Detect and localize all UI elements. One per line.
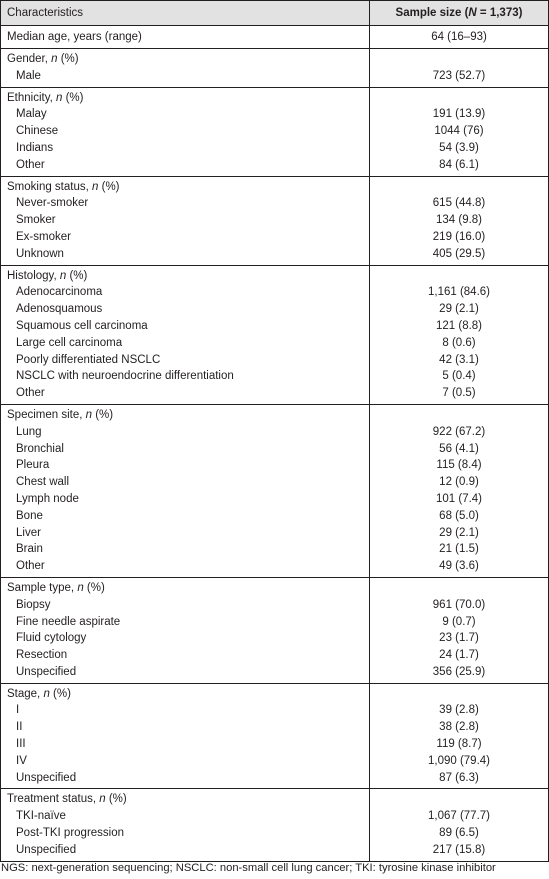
row-value: 356 (25.9) <box>370 664 549 683</box>
table-row <box>1 265 549 284</box>
table-row <box>1 683 549 702</box>
row-label: Liver <box>1 525 370 542</box>
row-value: 121 (8.8) <box>370 318 549 335</box>
row-value <box>370 683 549 702</box>
table-row <box>1 335 549 352</box>
row-label: Unspecified <box>1 770 370 789</box>
row-value: 615 (44.8) <box>370 195 549 212</box>
row-value: 42 (3.1) <box>370 352 549 369</box>
section-label: Histology, n (%) <box>1 265 370 284</box>
row-value: 39 (2.8) <box>370 702 549 719</box>
table-row <box>1 385 549 404</box>
row-label: Fine needle aspirate <box>1 614 370 631</box>
table-row <box>1 195 549 212</box>
row-value: 219 (16.0) <box>370 229 549 246</box>
table-row <box>1 597 549 614</box>
table-row <box>1 753 549 770</box>
row-value <box>370 789 549 808</box>
row-label: II <box>1 719 370 736</box>
table-body <box>1 26 549 862</box>
row-label: Unspecified <box>1 664 370 683</box>
table-header-row <box>1 1 549 26</box>
table-row <box>1 474 549 491</box>
table-row <box>1 68 549 87</box>
table-row <box>1 176 549 195</box>
row-label: Bone <box>1 508 370 525</box>
table-row <box>1 842 549 861</box>
table-row <box>1 719 549 736</box>
row-value <box>370 176 549 195</box>
row-value: 8 (0.6) <box>370 335 549 352</box>
section-label: Stage, n (%) <box>1 683 370 702</box>
row-label: Indians <box>1 140 370 157</box>
row-label: Male <box>1 68 370 87</box>
section-label: Treatment status, n (%) <box>1 789 370 808</box>
section-label: Ethnicity, n (%) <box>1 87 370 106</box>
table-row <box>1 246 549 265</box>
row-label: Other <box>1 558 370 577</box>
table-row <box>1 558 549 577</box>
row-value: 24 (1.7) <box>370 647 549 664</box>
row-label: Ex-smoker <box>1 229 370 246</box>
row-value: 1,090 (79.4) <box>370 753 549 770</box>
table-row <box>1 49 549 68</box>
row-value: 89 (6.5) <box>370 825 549 842</box>
row-label: Pleura <box>1 457 370 474</box>
row-label: Brain <box>1 541 370 558</box>
table-row <box>1 441 549 458</box>
row-label: Biopsy <box>1 597 370 614</box>
row-label: NSCLC with neuroendocrine differentiation <box>1 368 370 385</box>
row-value: 29 (2.1) <box>370 301 549 318</box>
row-value: 87 (6.3) <box>370 770 549 789</box>
row-value: 191 (13.9) <box>370 106 549 123</box>
row-value <box>370 49 549 68</box>
table-row <box>1 630 549 647</box>
table-row <box>1 736 549 753</box>
row-label: Chest wall <box>1 474 370 491</box>
row-value: 54 (3.9) <box>370 140 549 157</box>
row-label: Never-smoker <box>1 195 370 212</box>
table-row <box>1 140 549 157</box>
row-value: 64 (16–93) <box>370 26 549 49</box>
row-label: Lung <box>1 424 370 441</box>
row-label: TKI-naïve <box>1 808 370 825</box>
table-row <box>1 577 549 596</box>
table-row <box>1 106 549 123</box>
row-value: 134 (9.8) <box>370 212 549 229</box>
row-value: 1,067 (77.7) <box>370 808 549 825</box>
row-value <box>370 87 549 106</box>
table-row <box>1 491 549 508</box>
table-row <box>1 789 549 808</box>
section-label: Smoking status, n (%) <box>1 176 370 195</box>
row-value: 23 (1.7) <box>370 630 549 647</box>
row-value: 217 (15.8) <box>370 842 549 861</box>
table-row <box>1 508 549 525</box>
row-label: Squamous cell carcinoma <box>1 318 370 335</box>
table-row <box>1 525 549 542</box>
row-value: 68 (5.0) <box>370 508 549 525</box>
table-row <box>1 404 549 423</box>
row-label: Median age, years (range) <box>1 26 370 49</box>
table-row <box>1 614 549 631</box>
header-sample-size: Sample size (N = 1,373) <box>370 1 549 26</box>
row-value: 29 (2.1) <box>370 525 549 542</box>
row-label: Smoker <box>1 212 370 229</box>
row-label: Adenosquamous <box>1 301 370 318</box>
row-value: 38 (2.8) <box>370 719 549 736</box>
row-label: Unknown <box>1 246 370 265</box>
row-value <box>370 265 549 284</box>
row-value <box>370 404 549 423</box>
row-value: 723 (52.7) <box>370 68 549 87</box>
row-label: Unspecified <box>1 842 370 861</box>
row-label: Large cell carcinoma <box>1 335 370 352</box>
row-label: Other <box>1 157 370 176</box>
row-value: 1044 (76) <box>370 123 549 140</box>
table-row <box>1 301 549 318</box>
row-label: Fluid cytology <box>1 630 370 647</box>
row-label: Poorly differentiated NSCLC <box>1 352 370 369</box>
table-row <box>1 284 549 301</box>
table-row <box>1 318 549 335</box>
row-label: I <box>1 702 370 719</box>
row-value: 961 (70.0) <box>370 597 549 614</box>
table-row <box>1 647 549 664</box>
table-row <box>1 352 549 369</box>
row-value: 84 (6.1) <box>370 157 549 176</box>
table-row <box>1 457 549 474</box>
header-characteristics: Characteristics <box>1 1 370 26</box>
row-label: Post-TKI progression <box>1 825 370 842</box>
row-label: Adenocarcinoma <box>1 284 370 301</box>
row-value: 101 (7.4) <box>370 491 549 508</box>
section-label: Sample type, n (%) <box>1 577 370 596</box>
table-row <box>1 825 549 842</box>
table-row <box>1 123 549 140</box>
row-value: 119 (8.7) <box>370 736 549 753</box>
row-value: 922 (67.2) <box>370 424 549 441</box>
table-row <box>1 702 549 719</box>
table-row <box>1 26 549 49</box>
row-value: 1,161 (84.6) <box>370 284 549 301</box>
row-label: Bronchial <box>1 441 370 458</box>
row-value: 9 (0.7) <box>370 614 549 631</box>
table-footnote: NGS: next-generation sequencing; NSCLC: non-small cell lung cancer; TKI: tyrosine kinase inhibitor <box>1 862 496 874</box>
row-label: Lymph node <box>1 491 370 508</box>
row-value: 21 (1.5) <box>370 541 549 558</box>
table-row <box>1 229 549 246</box>
table-row <box>1 808 549 825</box>
row-value: 49 (3.6) <box>370 558 549 577</box>
row-label: Malay <box>1 106 370 123</box>
table-row <box>1 424 549 441</box>
table-row <box>1 212 549 229</box>
table-row <box>1 541 549 558</box>
row-value: 12 (0.9) <box>370 474 549 491</box>
row-label: IV <box>1 753 370 770</box>
table-row <box>1 157 549 176</box>
section-label: Gender, n (%) <box>1 49 370 68</box>
row-label: Other <box>1 385 370 404</box>
row-label: Chinese <box>1 123 370 140</box>
row-value <box>370 577 549 596</box>
row-value: 115 (8.4) <box>370 457 549 474</box>
row-label: Resection <box>1 647 370 664</box>
table-row <box>1 87 549 106</box>
section-label: Specimen site, n (%) <box>1 404 370 423</box>
row-value: 405 (29.5) <box>370 246 549 265</box>
row-value: 7 (0.5) <box>370 385 549 404</box>
row-value: 5 (0.4) <box>370 368 549 385</box>
table-row <box>1 368 549 385</box>
table-row <box>1 770 549 789</box>
row-label: III <box>1 736 370 753</box>
table-row <box>1 664 549 683</box>
row-value: 56 (4.1) <box>370 441 549 458</box>
